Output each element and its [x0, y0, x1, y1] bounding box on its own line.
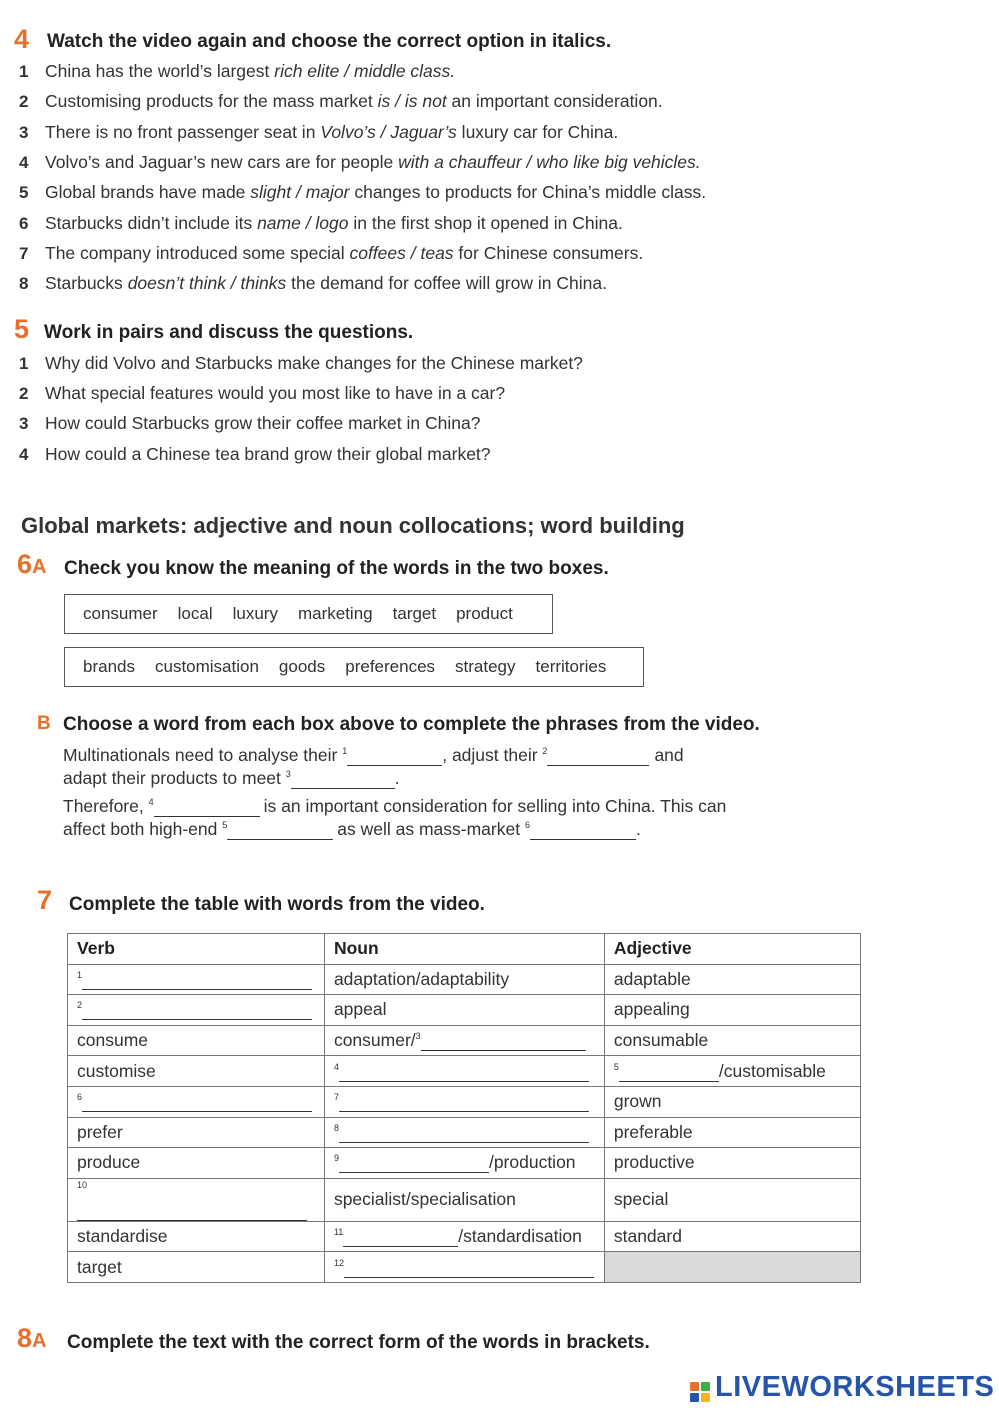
table-gap-12-input[interactable] [344, 1261, 594, 1278]
exercise-4-item [19, 182, 706, 203]
table-cell-noun [324, 1117, 604, 1148]
cell-text: standard [613, 1226, 682, 1247]
table-gap-8-input[interactable] [339, 1126, 589, 1143]
item-text: How could a Chinese tea brand grow their global market? [45, 443, 491, 464]
exercise-4-item [19, 273, 607, 294]
exercise-letter: A [32, 556, 47, 578]
table-row [68, 1056, 861, 1087]
table-gap-2-input[interactable] [82, 1003, 312, 1020]
gap-number: 3 [285, 769, 291, 780]
table-gap-11-input[interactable] [343, 1230, 458, 1247]
cell-text: prefer [77, 1121, 123, 1142]
gap-number: 5 [613, 1061, 619, 1072]
exercise-6b-heading: Choose a word from each box above to complete the phrases from the video. [63, 714, 760, 735]
item-number: 8 [19, 274, 29, 294]
logo-grid-icon [690, 1382, 710, 1402]
table-cell-noun [324, 1178, 604, 1221]
exercise-5-item [19, 353, 583, 374]
cell-text: adaptation/adaptability [333, 968, 510, 989]
text: , adjust their [442, 745, 543, 765]
exercise-number: 6 [17, 549, 33, 579]
gap-number: 2 [542, 746, 548, 757]
table-row [68, 1086, 861, 1117]
gap-5-input[interactable] [227, 823, 333, 840]
exercise-4-item [19, 61, 455, 82]
exercise-4-item [19, 213, 623, 234]
word-box-2 [64, 647, 644, 687]
table-row [68, 1221, 861, 1252]
gap-number: 6 [77, 1092, 83, 1103]
text: Multinationals need to analyse their [63, 745, 343, 765]
exercise-4-header [14, 24, 29, 55]
table-row [68, 964, 861, 995]
gap-number: 5 [222, 820, 228, 831]
text: is an important consideration for selling into China. This can [263, 796, 727, 816]
item-options[interactable]: with a chauffeur / who like big vehicles. [398, 151, 701, 172]
word-box-word: target [392, 604, 437, 623]
table-cell-noun [324, 1221, 604, 1252]
item-text: an important consideration. [446, 91, 663, 112]
table-cell-verb [68, 995, 325, 1026]
gap-4-input[interactable] [154, 800, 260, 817]
table-cell-adj [604, 1148, 860, 1179]
item-options[interactable]: doesn’t think / thinks [127, 273, 287, 294]
table-cell-verb [68, 1252, 325, 1283]
exercise-4-heading: Watch the video again and choose the correct option in italics. [47, 31, 612, 52]
table-cell-adj [604, 1117, 860, 1148]
cell-text: specialist/specialisation [333, 1189, 516, 1210]
table-cell-verb [68, 1086, 325, 1117]
table-row [68, 1117, 861, 1148]
word-box-word: marketing [297, 604, 373, 623]
item-options[interactable]: is / is not [377, 91, 447, 112]
table-cell-verb [68, 1148, 325, 1179]
cell-text: grown [613, 1091, 662, 1112]
item-options[interactable]: Volvo’s / Jaguar’s [320, 121, 457, 142]
cell-suffix: /customisable [718, 1060, 826, 1081]
exercise-4-item [19, 91, 663, 112]
cell-text: target [77, 1256, 122, 1277]
logo-square [701, 1382, 710, 1391]
cell-text: appeal [333, 999, 387, 1020]
item-options[interactable]: rich elite / middle class. [274, 61, 456, 81]
exercise-8a-heading: Complete the text with the correct form of the words in brackets. [67, 1332, 650, 1353]
word-box-word: strategy [455, 657, 516, 676]
table-cell-adj [604, 1025, 860, 1056]
exercise-number: 7 [37, 885, 53, 915]
cell-text: productive [613, 1152, 695, 1173]
gap-number: 10 [77, 1179, 88, 1190]
gap-6-input[interactable] [530, 823, 636, 840]
paragraph-2-line-1 [63, 796, 726, 817]
exercise-8a-header [17, 1323, 46, 1354]
gap-number: 9 [333, 1153, 339, 1164]
section-title: Global markets: adjective and noun collocations; word building [21, 513, 685, 538]
table-cell-noun [324, 995, 604, 1026]
cell-text: preferable [613, 1121, 693, 1142]
exercise-5-heading: Work in pairs and discuss the questions. [44, 322, 414, 343]
item-text: luxury car for China. [456, 121, 619, 142]
item-text: Customising products for the mass market [45, 91, 378, 112]
logo-square [690, 1393, 699, 1402]
logo-square [701, 1393, 710, 1402]
word-box-word: territories [535, 657, 607, 676]
item-options[interactable]: coffees / teas [349, 242, 454, 263]
cell-text: produce [77, 1152, 141, 1173]
word-box-word: product [456, 604, 513, 623]
table-cell-adj [604, 964, 860, 995]
table-cell-adj [604, 995, 860, 1026]
table-cell-verb [68, 1117, 325, 1148]
item-number: 3 [19, 122, 29, 142]
table-cell-noun [324, 1148, 604, 1179]
word-box-word: local [177, 604, 213, 623]
cell-text: consumer/ [333, 1030, 416, 1051]
table-cell-verb [68, 964, 325, 995]
gap-number: 8 [333, 1123, 339, 1134]
table-cell-adj [604, 1252, 860, 1283]
item-text: China has the world’s largest [45, 61, 275, 81]
item-options[interactable]: slight / major [250, 182, 350, 203]
table-cell-noun [324, 1086, 604, 1117]
table-gap-10-input[interactable] [77, 1204, 307, 1221]
table-cell-noun [324, 1252, 604, 1283]
gap-number: 1 [342, 746, 348, 757]
item-text: What special features would you most like to have in a car? [45, 383, 506, 404]
logo-square [690, 1382, 699, 1391]
item-options[interactable]: name / logo [257, 212, 349, 233]
text: affect both high-end [63, 819, 223, 839]
item-number: 2 [19, 384, 29, 404]
exercise-4-item [19, 152, 701, 173]
exercise-5-header [14, 314, 29, 345]
table-cell-verb [68, 1221, 325, 1252]
text: . [394, 768, 400, 788]
item-text: Volvo’s and Jaguar’s new cars are for people [45, 151, 399, 172]
table-cell-verb [68, 1056, 325, 1087]
cell-suffix: /standardisation [458, 1226, 582, 1247]
word-box-word: brands [83, 657, 135, 676]
item-number: 4 [19, 444, 29, 464]
text: as well as mass-market [337, 819, 525, 839]
gap-number: 4 [333, 1061, 339, 1072]
cell-text: consumable [613, 1030, 709, 1051]
exercise-5-item [19, 444, 491, 465]
table-cell-adj [604, 1221, 860, 1252]
item-number: 1 [19, 354, 29, 373]
word-box-word: goods [278, 657, 326, 676]
exercise-5-item [19, 413, 480, 434]
exercise-number: 8 [17, 1323, 33, 1353]
item-text: Why did Volvo and Starbucks make changes for the Chinese market? [45, 353, 583, 373]
table-gap-5-input[interactable] [619, 1065, 719, 1082]
gap-number: 1 [77, 970, 83, 981]
word-box-word: consumer [83, 604, 158, 623]
item-text: There is no front passenger seat in [45, 121, 321, 142]
text: adapt their products to meet [63, 768, 286, 788]
exercise-number: 4 [14, 24, 30, 54]
table-gap-1-input[interactable] [82, 973, 312, 990]
exercise-4-item [19, 243, 643, 264]
word-box-word: customisation [154, 657, 259, 676]
item-text: Global brands have made [45, 182, 251, 203]
table-cell-noun [324, 1056, 604, 1087]
table-gap-9-input[interactable] [339, 1156, 489, 1173]
item-number: 1 [19, 62, 29, 81]
exercise-6a-heading: Check you know the meaning of the words in the two boxes. [64, 558, 609, 579]
text: and [654, 745, 684, 765]
word-box-word: preferences [345, 657, 436, 676]
item-text: changes to products for China’s middle class. [349, 182, 707, 203]
item-text: The company introduced some special [45, 242, 350, 263]
table-cell-adj [604, 1178, 860, 1221]
item-text: the demand for coffee will grow in China. [286, 273, 607, 294]
text: Therefore, [63, 796, 149, 816]
exercise-5-item [19, 383, 505, 404]
column-header: Verb [68, 934, 325, 965]
gap-3-input[interactable] [291, 772, 395, 789]
exercise-7-heading: Complete the table with words from the video. [69, 894, 485, 915]
table-row [68, 1178, 861, 1221]
cell-text: special [613, 1189, 669, 1210]
gap-1-input[interactable] [347, 749, 442, 766]
paragraph-1-line-2 [63, 768, 400, 789]
gap-2-input[interactable] [547, 749, 649, 766]
exercise-7-header [37, 885, 52, 916]
cell-text: standardise [77, 1226, 168, 1247]
paragraph-1-line-1 [63, 745, 684, 766]
gap-number: 2 [77, 1000, 83, 1011]
item-number: 7 [19, 243, 29, 263]
column-header: Adjective [604, 934, 860, 965]
logo-text: LIVEWORKSHEETS [715, 1371, 995, 1403]
cell-text: customise [77, 1060, 156, 1081]
table-row [68, 1252, 861, 1283]
table-cell-noun [324, 964, 604, 995]
cell-text: appealing [613, 999, 690, 1020]
item-text: How could Starbucks grow their coffee market in China? [45, 413, 481, 434]
item-text: for Chinese consumers. [453, 242, 644, 263]
table-row [68, 1025, 861, 1056]
cell-text: adaptable [613, 968, 691, 989]
exercise-6b-letter: B [37, 713, 51, 734]
item-number: 3 [19, 414, 29, 434]
item-number: 5 [19, 183, 29, 203]
table-cell-verb [68, 1178, 325, 1221]
column-header: Noun [324, 934, 604, 965]
gap-number: 11 [333, 1227, 344, 1238]
text: . [635, 819, 641, 839]
word-building-table [67, 933, 861, 1283]
table-gap-6-input[interactable] [82, 1095, 312, 1112]
cell-text: consume [77, 1030, 149, 1051]
gap-number: 4 [148, 797, 154, 808]
table-cell-noun [324, 1025, 604, 1056]
table-cell-verb [68, 1025, 325, 1056]
table-gap-4-input[interactable] [339, 1065, 589, 1082]
table-gap-3-input[interactable] [421, 1034, 586, 1051]
item-number: 4 [19, 152, 29, 172]
exercise-6a-header [17, 549, 46, 580]
gap-number: 6 [524, 820, 530, 831]
liveworksheets-logo[interactable] [690, 1371, 994, 1404]
word-box-word: luxury [232, 604, 278, 623]
paragraph-2-line-2 [63, 819, 641, 840]
exercise-number: 5 [14, 314, 30, 344]
item-text: in the first shop it opened in China. [348, 212, 623, 233]
item-number: 6 [19, 213, 29, 233]
exercise-4-item [19, 122, 618, 143]
exercise-letter: A [32, 1330, 47, 1352]
gap-number: 12 [333, 1257, 344, 1268]
table-header-row [68, 934, 861, 965]
table-gap-7-input[interactable] [339, 1095, 589, 1112]
item-text: Starbucks [45, 273, 128, 294]
item-number: 2 [19, 92, 29, 112]
item-text: Starbucks didn’t include its [45, 212, 258, 233]
cell-suffix: /production [488, 1152, 576, 1173]
table-row [68, 995, 861, 1026]
gap-number: 7 [333, 1092, 339, 1103]
word-box-1 [64, 594, 553, 634]
table-row [68, 1148, 861, 1179]
gap-number: 3 [415, 1031, 421, 1042]
table-cell-adj [604, 1086, 860, 1117]
table-cell-adj [604, 1056, 860, 1087]
